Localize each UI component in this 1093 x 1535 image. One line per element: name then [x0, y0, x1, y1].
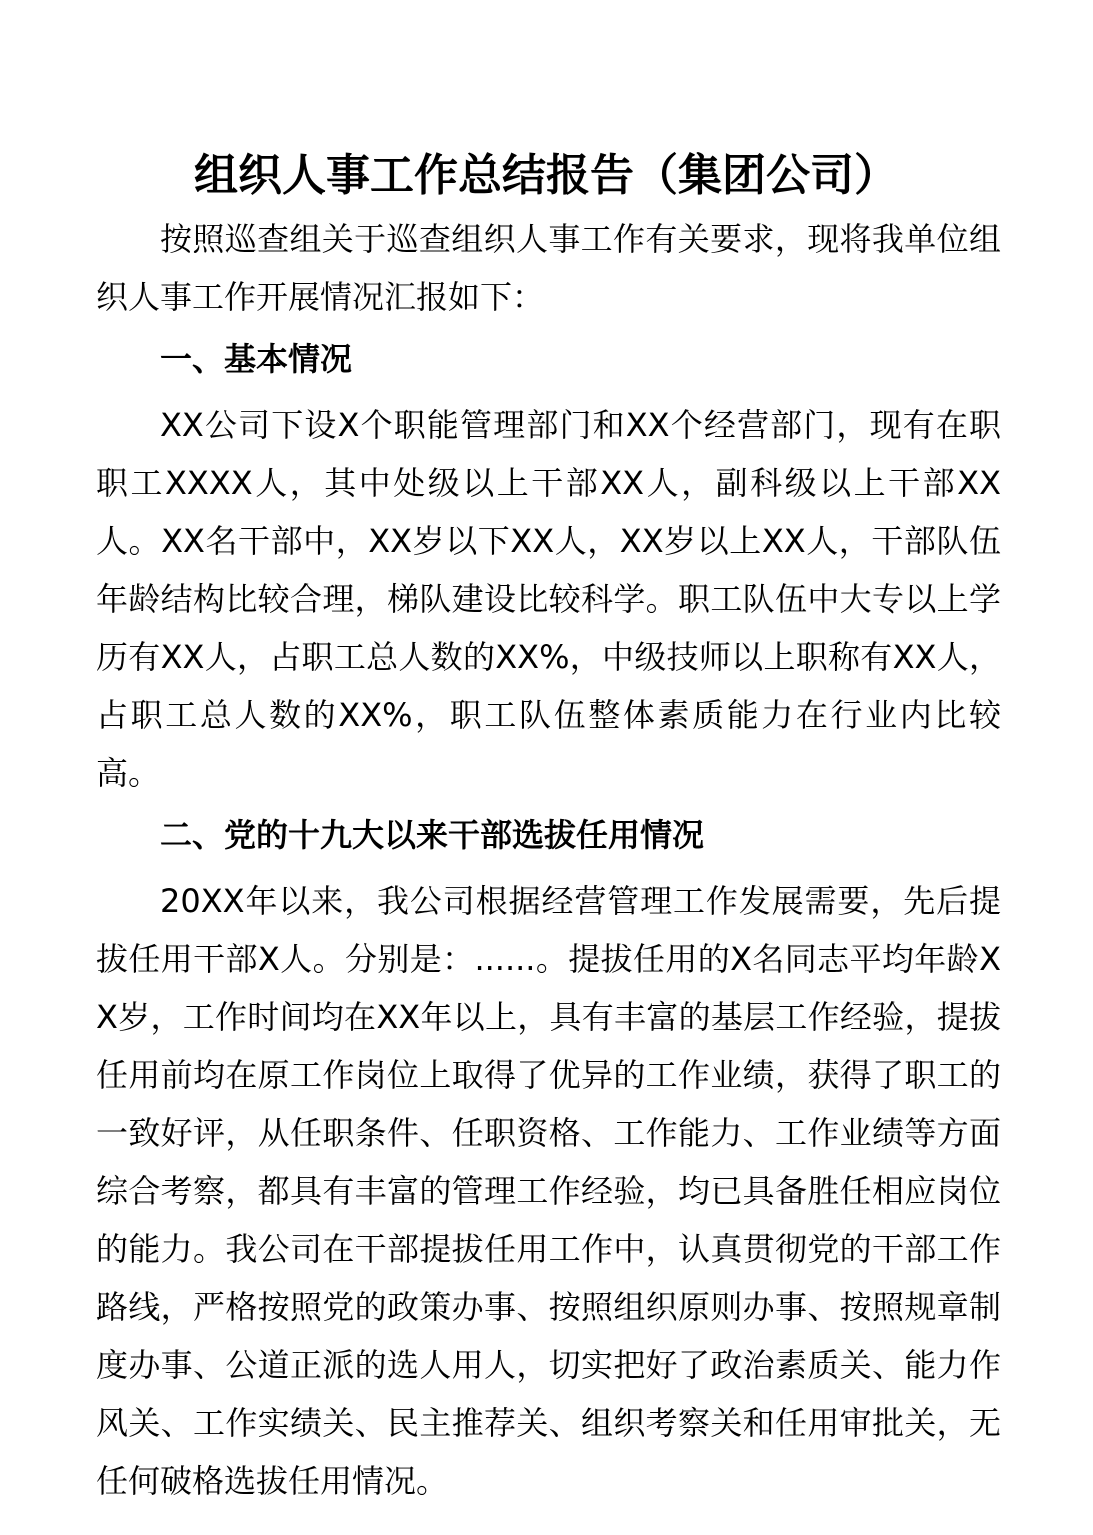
section-paragraph-basic-info: XX公司下设X个职能管理部门和XX个经营部门，现有在职职工XXXX人，其中处级以上干部XX人，副科级以上干部XX人。XX名干部中，XX岁以下XX人，XX岁以上XX人，干部队伍年龄结构比较合理，梯队建设比较科学。职工队伍中大专以上学历有XX人，占职工总人数的XX%，中级技师以上职称有XX人，占职工总人数的XX%，职工队伍整体素质能力在行业内比较高。 [96, 406, 1001, 792]
section-heading-basic-info: 一、基本情况 [160, 340, 353, 378]
section-paragraph-cadre-selection: 20XX年以来，我公司根据经营管理工作发展需要，先后提拔任用干部X人。分别是：......。提拔任用的X名同志平均年龄XX岁，工作时间均在XX年以上，具有丰富的基层工作经验，提拔任用前均在原工作岗位上取得了优异的工作业绩，获得了职工的一致好评，从任职条件、任职资格、工作能力、工作业绩等方面综合考察，都具有丰富的管理工作经验，均已具备胜任相应岗位的能力。我公司在干部提拔任用工作中，认真贯彻党的干部工作路线，严格按照党的政策办事、按照组织原则办事、按照规章制度办事、公道正派的选人用人，切实把好了政治素质关、能力作风关、工作实绩关、民主推荐关、组织考察关和任用审批关，无任何破格选拔任用情况。 [96, 882, 1001, 1500]
document-title: 组织人事工作总结报告（集团公司） [194, 150, 898, 201]
intro-paragraph: 按照巡查组关于巡查组织人事工作有关要求，现将我单位组织人事工作开展情况汇报如下： [96, 220, 1001, 316]
document-body [96, 210, 1001, 1510]
section-heading-cadre-selection: 二、党的十九大以来干部选拔任用情况 [160, 816, 705, 854]
